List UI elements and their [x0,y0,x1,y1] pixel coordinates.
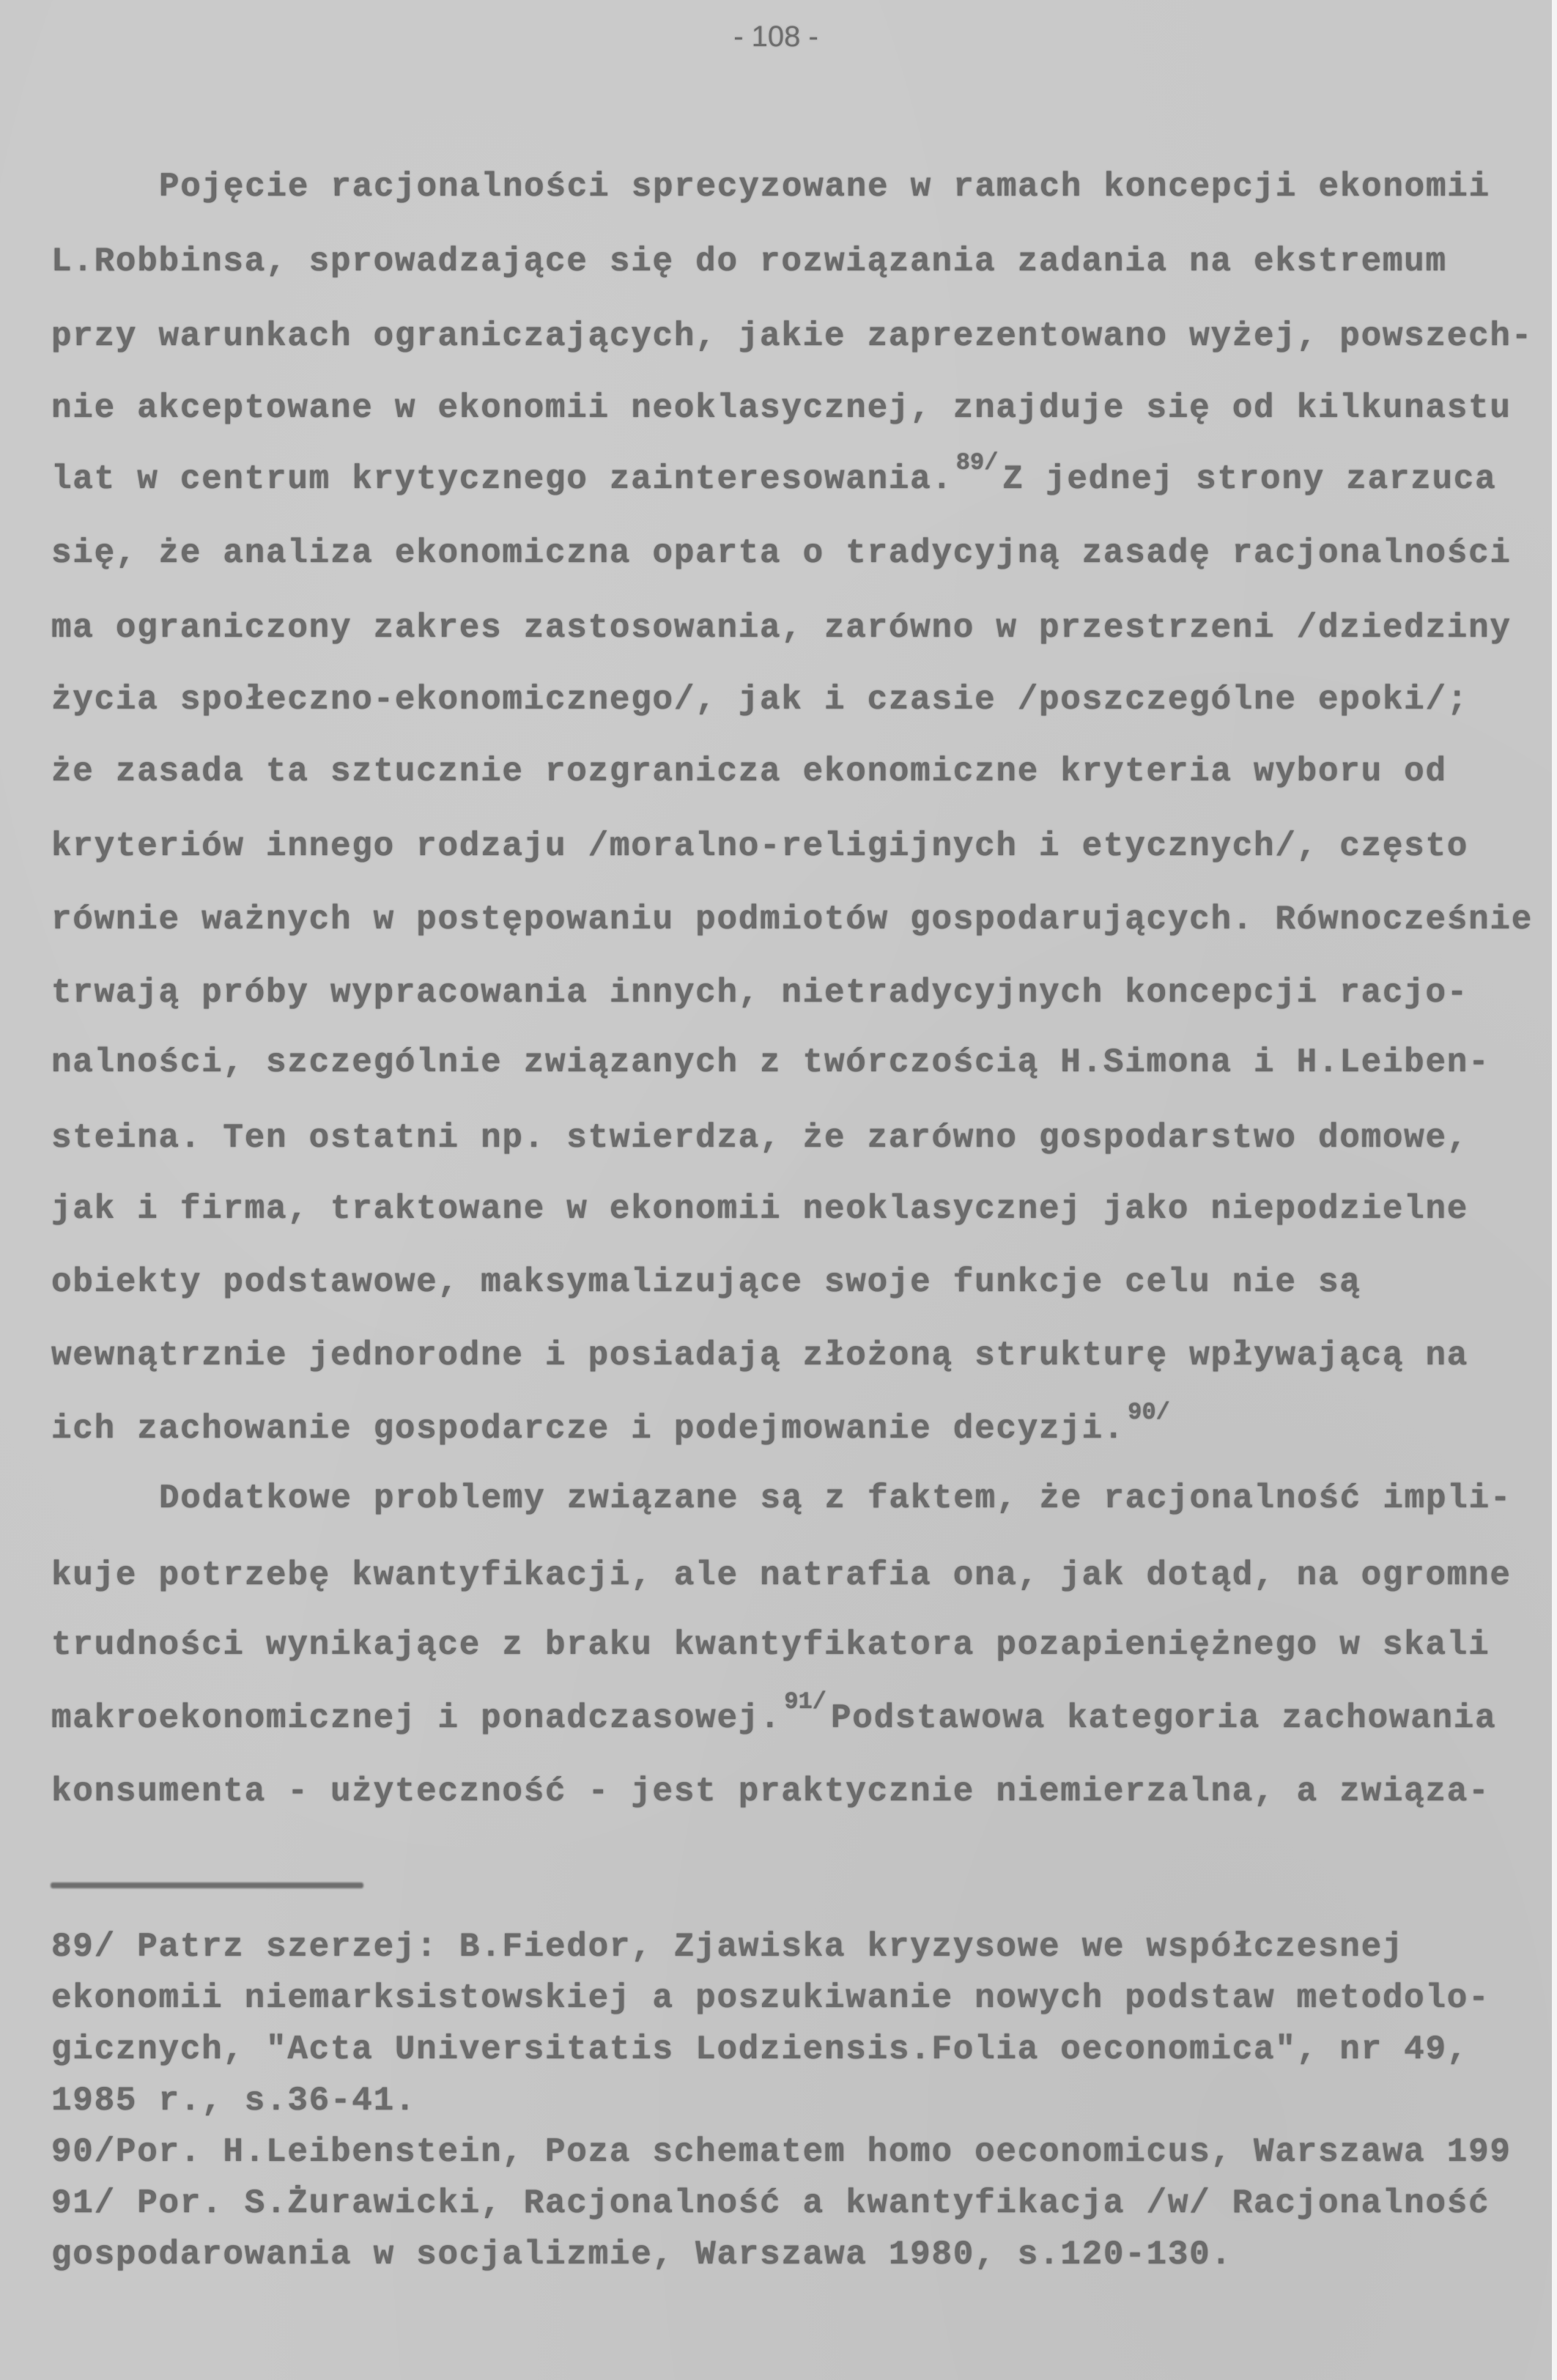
body-line: trudności wynikające z braku kwantyfikatora pozapieniężnego w skali [51,1626,1490,1664]
body-line: Pojęcie racjonalności sprecyzowane w ramach koncepcji ekonomii [159,168,1490,206]
body-line [51,1399,1175,1448]
body-line: steina. Ten ostatni np. stwierdza, że zarówno gospodarstwo domowe, [51,1119,1469,1157]
body-line: że zasada ta sztucznie rozgranicza ekonomiczne kryteria wyboru od [51,753,1447,791]
page-number: - 108 - [733,21,818,53]
footnote-line: 89/ Patrz szerzej: B.Fiedor, Zjawiska kryzysowe we współczesnej [51,1928,1405,1966]
body-line: kuje potrzebę kwantyfikacji, ale natrafia ona, jak dotąd, na ogromne [51,1556,1512,1594]
body-line [51,449,1497,498]
footnote-line: gicznych, "Acta Universitatis Lodziensis.Folia oeconomica", nr 49, [51,2030,1469,2069]
footnote-ref-90: 90/ [1128,1399,1170,1426]
body-line: życia społeczno-ekonomicznego/, jak i czasie /poszczególne epoki/; [51,681,1469,719]
body-line: się, że analiza ekonomiczna oparta o tradycyjną zasadę racjonalności [51,534,1512,572]
body-line-text: Z jednej strony zarzuca [1002,460,1497,498]
body-line: konsumenta - użyteczność - jest praktycznie niemierzalna, a związa- [51,1773,1490,1811]
footnote-ref-89: 89/ [955,449,999,476]
body-line: nalności, szczególnie związanych z twórczością H.Simona i H.Leiben- [51,1043,1490,1082]
body-line: Dodatkowe problemy związane są z faktem, że racjonalność impli- [159,1479,1512,1518]
footnote-line: ekonomii niemarksistowskiej a poszukiwanie nowych podstaw metodolo- [51,1979,1490,2017]
footnote-line: 91/ Por. S.Żurawicki, Racjonalność a kwantyfikacja /w/ Racjonalność [51,2184,1490,2222]
body-line: kryteriów innego rodzaju /moralno-religijnych i etycznych/, często [51,827,1469,865]
body-line: obiekty podstawowe, maksymalizujące swoje funkcje celu nie są [51,1263,1361,1301]
body-line [51,1688,1497,1737]
body-line-text: lat w centrum krytycznego zainteresowania. [51,460,953,498]
body-line-text: makroekonomicznej i ponadczasowej. [51,1699,782,1737]
body-line: trwają próby wypracowania innych, nietradycyjnych koncepcji racjo- [51,974,1469,1012]
body-line: L.Robbinsa, sprowadzające się do rozwiązania zadania na ekstremum [51,243,1447,281]
body-line: jak i firma, traktowane w ekonomii neoklasycznej jako niepodzielne [51,1190,1469,1228]
footnote-ref-91: 91/ [784,1688,826,1715]
footnote-line: 1985 r., s.36-41. [51,2082,417,2120]
body-line-text: Podstawowa kategoria zachowania [830,1699,1497,1737]
body-line: wewnątrznie jednorodne i posiadają złożoną strukturę wpływającą na [51,1337,1469,1375]
scan-edge [1552,0,1557,2380]
body-line: przy warunkach ograniczających, jakie zaprezentowano wyżej, powszech- [51,317,1534,355]
body-line: nie akceptowane w ekonomii neoklasycznej, znajduje się od kilkunastu [51,389,1512,427]
body-line: ma ograniczony zakres zastosowania, zarówno w przestrzeni /dziedziny [51,609,1512,647]
footnote-line: gospodarowania w socjalizmie, Warszawa 1980, s.120-130. [51,2236,1232,2274]
body-line: równie ważnych w postępowaniu podmiotów gospodarujących. Równocześnie [51,901,1534,939]
footnote-separator [51,1882,363,1888]
footnote-line: 90/Por. H.Leibenstein, Poza schematem homo oeconomicus, Warszawa 199 [51,2133,1512,2171]
body-line-text: ich zachowanie gospodarcze i podejmowanie decyzji. [51,1410,1125,1448]
